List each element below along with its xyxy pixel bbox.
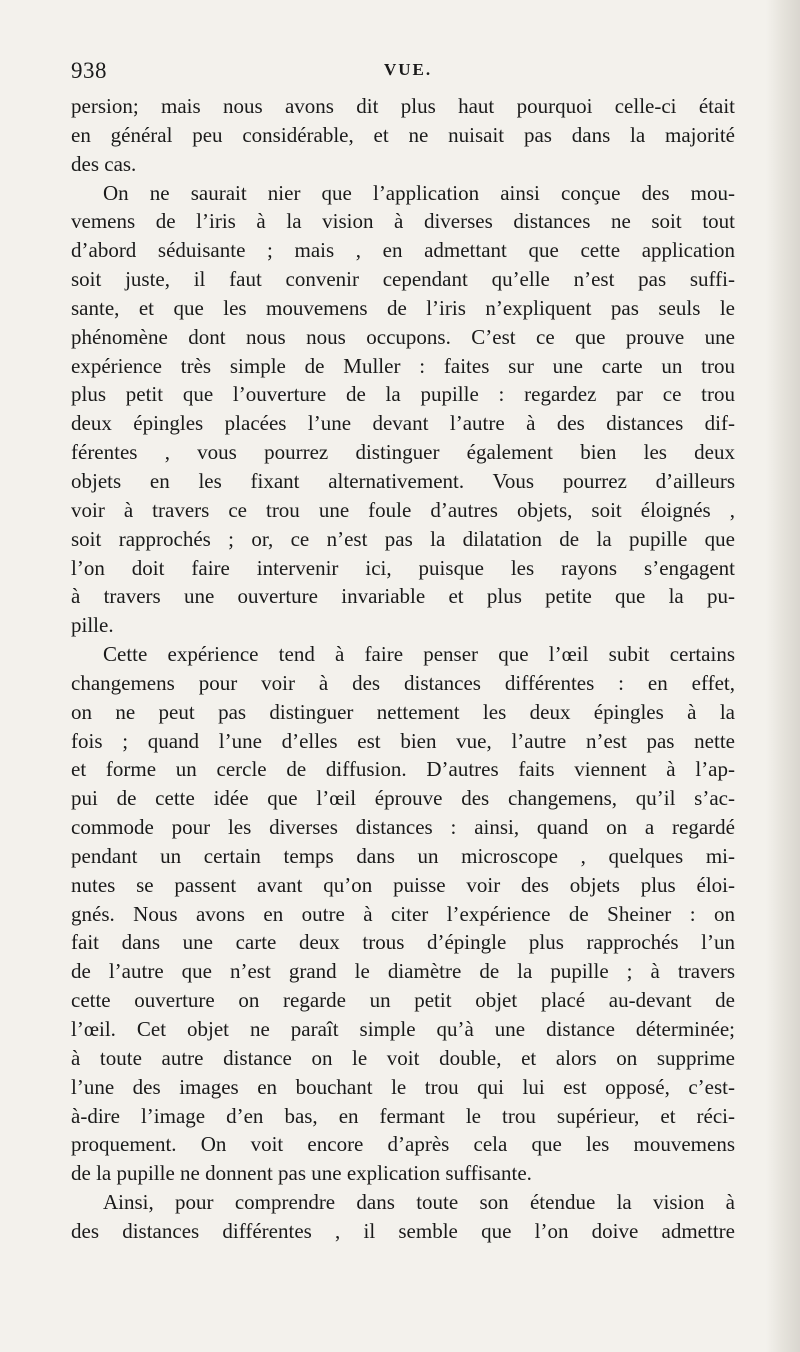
text-line: et forme un cercle de diffusion. D’autres faits viennent à l’ap- bbox=[71, 757, 735, 782]
text-line: de l’autre que n’est grand le diamètre de la pupille ; à travers bbox=[71, 959, 735, 984]
text-line: à toute autre distance on le voit double, et alors on supprime bbox=[71, 1045, 735, 1070]
text-line: cette ouverture on regarde un petit objet placé au-devant de bbox=[71, 988, 735, 1013]
text-line: soit rapprochés ; or, ce n’est pas la dilatation de la pupille que bbox=[71, 526, 735, 551]
text-line: Cette expérience tend à faire penser que l’œil subit certains bbox=[103, 642, 735, 667]
text-line: persion; mais nous avons dit plus haut pourquoi celle-ci était bbox=[71, 94, 735, 118]
text-line: férentes , vous pourrez distinguer également bien les deux bbox=[71, 440, 735, 465]
page-edge-shadow bbox=[766, 0, 800, 1352]
text-line: plus petit que l’ouverture de la pupille : regardez par ce trou bbox=[71, 382, 735, 407]
text-line: des cas. bbox=[71, 151, 137, 176]
page-number: 938 bbox=[71, 58, 107, 83]
text-line: pille. bbox=[71, 613, 114, 638]
text-line: de la pupille ne donnent pas une explication suffisante. bbox=[71, 1161, 532, 1186]
text-line: vemens de l’iris à la vision à diverses distances ne soit tout bbox=[71, 209, 735, 234]
text-line: à travers une ouverture invariable et plus petite que la pu- bbox=[71, 584, 735, 609]
text-line: des distances différentes , il semble que l’on doive admettre bbox=[71, 1218, 735, 1243]
text-line: voir à travers ce trou une foule d’autres objets, soit éloignés , bbox=[71, 497, 735, 522]
text-line: deux épingles placées l’une devant l’autre à des distances dif- bbox=[71, 411, 735, 436]
text-line: fois ; quand l’une d’elles est bien vue, l’autre n’est pas nette bbox=[71, 728, 735, 753]
text-line: pendant un certain temps dans un microscope , quelques mi- bbox=[71, 843, 735, 868]
text-line: changemens pour voir à des distances différentes : en effet, bbox=[71, 670, 735, 695]
text-line: l’on doit faire intervenir ici, puisque les rayons s’engagent bbox=[71, 555, 735, 580]
text-line: proquement. On voit encore d’après cela que les mouvemens bbox=[71, 1132, 735, 1157]
text-line: fait dans une carte deux trous d’épingle plus rapprochés l’un bbox=[71, 930, 735, 955]
text-line: nutes se passent avant qu’on puisse voir des objets plus éloi- bbox=[71, 872, 735, 897]
text-line: l’une des images en bouchant le trou qui lui est opposé, c’est- bbox=[71, 1074, 735, 1099]
text-line: On ne saurait nier que l’application ainsi conçue des mou- bbox=[103, 180, 735, 205]
text-line: Ainsi, pour comprendre dans toute son étendue la vision à bbox=[103, 1190, 735, 1215]
text-line: sante, et que les mouvemens de l’iris n’expliquent pas seuls le bbox=[71, 295, 735, 320]
body-text bbox=[71, 92, 735, 1246]
text-line: on ne peut pas distinguer nettement les deux épingles à la bbox=[71, 699, 735, 724]
text-line: gnés. Nous avons en outre à citer l’expérience de Sheiner : on bbox=[71, 901, 735, 926]
text-line: objets en les fixant alternativement. Vous pourrez d’ailleurs bbox=[71, 468, 735, 493]
text-line: à-dire l’image d’en bas, en fermant le trou supérieur, et réci- bbox=[71, 1103, 735, 1128]
page-header bbox=[71, 58, 735, 88]
text-line: d’abord séduisante ; mais , en admettant que cette application bbox=[71, 238, 735, 263]
text-line: commode pour les diverses distances : ainsi, quand on a regardé bbox=[71, 815, 735, 840]
text-line: l’œil. Cet objet ne paraît simple qu’à une distance déterminée; bbox=[71, 1017, 735, 1041]
running-head: VUE. bbox=[384, 60, 433, 79]
text-line: phénomène dont nous nous occupons. C’est ce que prouve une bbox=[71, 324, 735, 349]
text-line: pui de cette idée que l’œil éprouve des changemens, qu’il s’ac- bbox=[71, 786, 735, 811]
text-line: en général peu considérable, et ne nuisait pas dans la majorité bbox=[71, 122, 735, 147]
text-line: expérience très simple de Muller : faites sur une carte un trou bbox=[71, 353, 735, 378]
text-line: soit juste, il faut convenir cependant qu’elle n’est pas suffi- bbox=[71, 267, 735, 292]
